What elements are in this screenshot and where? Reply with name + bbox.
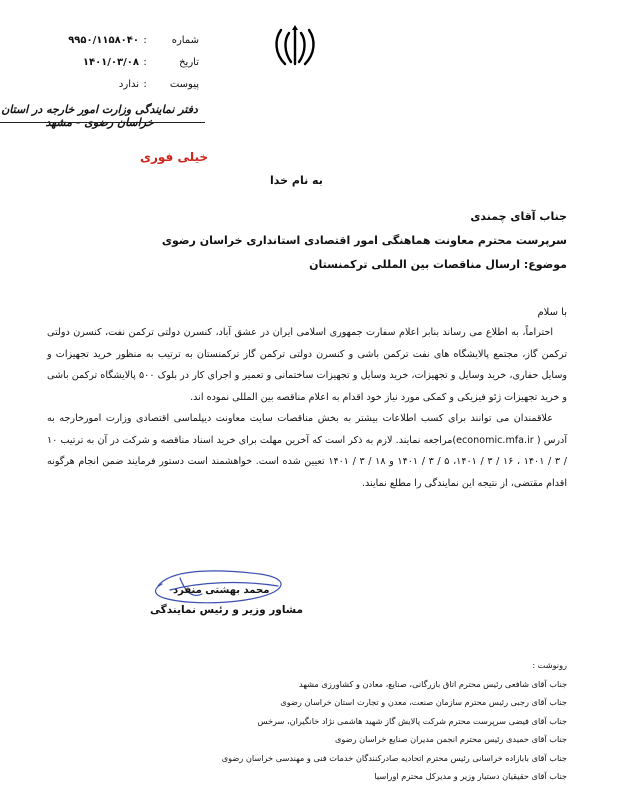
recipient-block <box>47 205 567 277</box>
number-label: شماره <box>171 35 199 46</box>
meta-date-row: تاریخ : ۱۴۰۱/۰۳/۰۸ <box>59 52 199 74</box>
cc-item: جناب آقای رجبی رئیس محترم سازمان صنعت، معدن و تجارت استان خراسان رضوی <box>280 697 567 707</box>
body-paragraph-1: احتراماً، به اطلاع می رساند بنابر اعلام سفارت جمهوری اسلامی ایران در عشق آباد، کنسرن دولتی ترکمن نفت، کنسرن دولتی ترکمن گاز، مجتمع پالایشگاه های نفت ترکمن باشی و کنسرن دولتی ترکمن گاز ترکمنستان به ترتیب به منظور خرید تجهیزات و وسایل حفاری، خرید وسایل و تجهیزات، خرید وسایل و تجهیزات ساختمانی و تعمیر و اجرای کار در بلوک ۵۰۰ پالایشگاه ترکمن باشی و خرید تجهیزات ژئو فیزیکی و کمکی مورد نیاز خود اقدام به اعلام مناقصه بین المللی نموده اند. <box>47 327 568 403</box>
greeting: با سلام <box>537 307 567 318</box>
recipient-title: سرپرست محترم معاونت هماهنگی امور اقتصادی استانداری خراسان رضوی <box>161 234 567 247</box>
number-value: ۹۹۵۰/۱۱۵۸۰۴۰ <box>68 35 139 46</box>
cc-label: رونوشت : <box>532 660 567 670</box>
office-title: دفتر نمایندگی وزارت امور خارجه در استان خراسان رضوی - مشهد <box>1 103 198 129</box>
cc-item: جناب آقای حمیدی رئیس محترم انجمن مدیران صنایع خراسان رضوی <box>335 734 567 744</box>
letter-body <box>47 322 567 494</box>
meta-attachment-row: پیوست : ندارد <box>59 74 199 96</box>
cc-item: جناب آقای حقیقیان دستیار وزیر و مدیرکل محترم اوراسیا <box>374 771 567 781</box>
body-paragraph-2: علاقمندان می توانند برای کسب اطلاعات بیشتر به بخش مناقصات سایت معاونت دیپلماسی اقتصادی وزارت امورخارجه به آدرس ( economic.mfa.ir)مراجعه نمایند. لازم به ذکر است که آخرین مهلت برای خرید اسناد مناقصه و شرکت در آن به ترتیب ۱۰ / ۳ / ۱۴۰۱ ، ۱۶ / ۳ / ۱۴۰۱، ۵ / ۳ / ۱۴۰۱ و ۱۸ / ۳ / ۱۴۰۱ تعیین شده است. خواهشمند است دستور فرمایند ضمن انجام هرگونه اقدام مقتضی، از نتیجه این نمایندگی را مطلع نمایند. <box>47 413 567 489</box>
iran-emblem-icon <box>270 24 320 70</box>
office-underline <box>0 122 205 123</box>
letter-meta <box>59 30 199 96</box>
cc-item: جناب آقای فیضی سرپرست محترم شرکت پالایش گاز شهید هاشمی نژاد خانگیران، سرخس <box>257 715 567 726</box>
bismillah: به نام خدا <box>270 174 323 187</box>
attachment-label: پیوست <box>169 79 199 90</box>
cc-item: جناب آقای شافعی رئیس محترم اتاق بازرگانی، صنایع، معادن و کشاورزی مشهد <box>299 678 567 689</box>
attachment-value: ندارد <box>118 79 139 90</box>
signatory-title: مشاور وزیر و رئیس نمایندگی <box>150 604 303 616</box>
date-value: ۱۴۰۱/۰۳/۰۸ <box>82 57 139 68</box>
meta-number-row: شماره : ۹۹۵۰/۱۱۵۸۰۴۰ <box>59 30 199 52</box>
signatory-name: محمد بهشتی منفرد <box>173 585 270 596</box>
recipient-name: جناب آقای چمندی <box>470 210 567 223</box>
cc-item: جناب آقای بابازاده خراسانی رئیس محترم اتحادیه صادرکنندگان خدمات فنی و مهندسی خراسان رضوی <box>221 752 567 763</box>
letter-subject: موضوع: ارسال مناقصات بین المللی ترکمنستان <box>309 258 567 271</box>
cc-list <box>47 656 567 786</box>
date-label: تاریخ <box>179 57 199 68</box>
urgency-label: خیلی فوری <box>140 150 209 164</box>
